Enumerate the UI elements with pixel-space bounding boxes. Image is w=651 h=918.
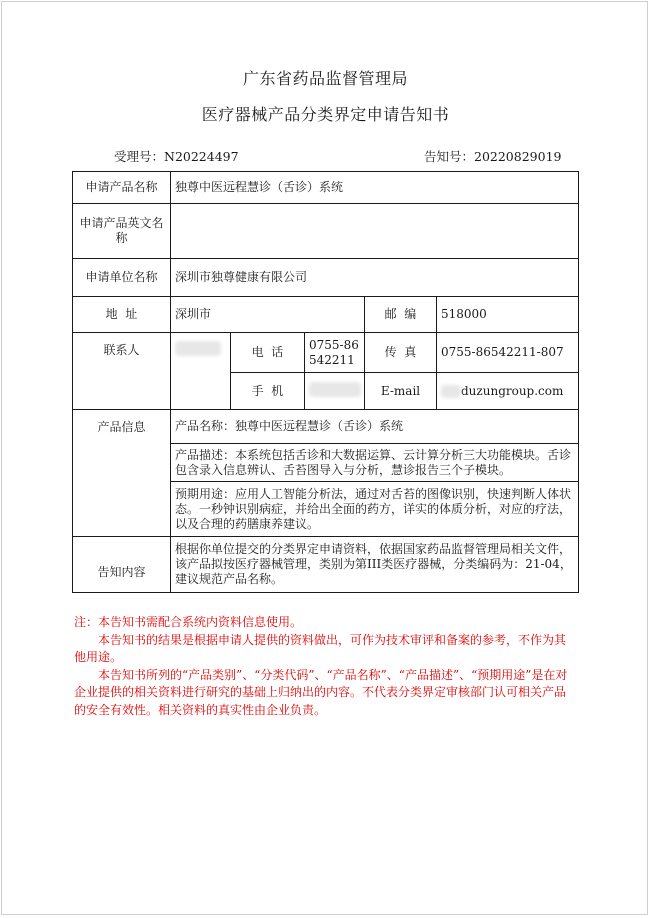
redaction-mark bbox=[441, 385, 461, 398]
note-line-3: 本告知书所列的“产品类别”、“分类代码”、“产品名称”、“产品描述”、“预期用途”是在对企业提供的相关资料进行研究的基础上归纳出的内容。不代表分类界定审核部门认可相关产品的安全有效性。相关资料的真实性由企业负责。 bbox=[74, 667, 568, 717]
notes-section bbox=[74, 614, 570, 719]
notify-label: 告知内容 bbox=[73, 537, 171, 593]
agency-title: 广东省药品监督管理局 bbox=[242, 69, 408, 88]
email-domain: duzungroup.com bbox=[461, 383, 564, 398]
applicant-value: 深圳市独尊健康有限公司 bbox=[171, 259, 579, 297]
address-value: 深圳市 bbox=[171, 297, 365, 333]
english-name-label: 申请产品英文名称 bbox=[73, 204, 171, 259]
contact-label: 联系人 bbox=[73, 333, 171, 410]
postcode-label: 邮 编 bbox=[365, 297, 437, 333]
english-name-value bbox=[171, 204, 579, 259]
fax-label: 传 真 bbox=[365, 333, 437, 373]
email-label: E-mail bbox=[365, 373, 437, 410]
phone-value: 0755-86542211 bbox=[305, 333, 365, 373]
phone-label: 电 话 bbox=[231, 333, 305, 373]
document-title: 医疗器械产品分类界定申请告知书 bbox=[201, 105, 450, 124]
product-name-label: 申请产品名称 bbox=[73, 172, 171, 204]
email-value bbox=[437, 373, 579, 410]
mobile-label: 手 机 bbox=[231, 373, 305, 410]
applicant-label: 申请单位名称 bbox=[73, 259, 171, 297]
postcode-value: 518000 bbox=[437, 297, 579, 333]
info-product-description: 产品描述：本系统包括舌诊和大数据运算、云计算分析三大功能模块。舌诊包含录入信息辨认、舌苔图导入与分析，慧诊报告三个子模块。 bbox=[171, 444, 579, 482]
notice-number: 告知号：20220829019 bbox=[424, 149, 562, 164]
acceptance-number: 受理号：N20224497 bbox=[114, 149, 239, 164]
info-product-name: 产品名称：独尊中医远程慧诊（舌诊）系统 bbox=[171, 410, 579, 444]
note-line-1: 注：本告知书需配合系统内资料信息使用。 bbox=[74, 615, 303, 629]
mobile-value-redacted bbox=[305, 373, 365, 410]
contact-value-redacted bbox=[171, 333, 231, 410]
redaction-mark bbox=[309, 382, 361, 397]
redaction-mark bbox=[175, 341, 221, 356]
product-info-label: 产品信息 bbox=[73, 410, 171, 537]
notify-content: 根据你单位提交的分类界定申请资料，依据国家药品监督管理局相关文件，该产品拟按医疗器械管理，类别为第III类医疗器械，分类编码为：21-04，建议规范产品名称。 bbox=[171, 537, 579, 593]
fax-value: 0755-86542211-807 bbox=[437, 333, 579, 373]
address-label: 地 址 bbox=[73, 297, 171, 333]
info-intended-use: 预期用途：应用人工智能分析法，通过对舌苔的图像识别，快速判断人体状态。一秒钟识别病症，并给出全面的药方，详实的体质分析，对应的疗法，以及合理的药膳康养建议。 bbox=[171, 482, 579, 537]
note-line-2: 本告知书的结果是根据申请人提供的资料做出，可作为技术审评和备案的参考，不作为其他用途。 bbox=[74, 632, 567, 664]
application-table bbox=[72, 171, 579, 593]
product-name-value: 独尊中医远程慧诊（舌诊）系统 bbox=[171, 172, 579, 204]
